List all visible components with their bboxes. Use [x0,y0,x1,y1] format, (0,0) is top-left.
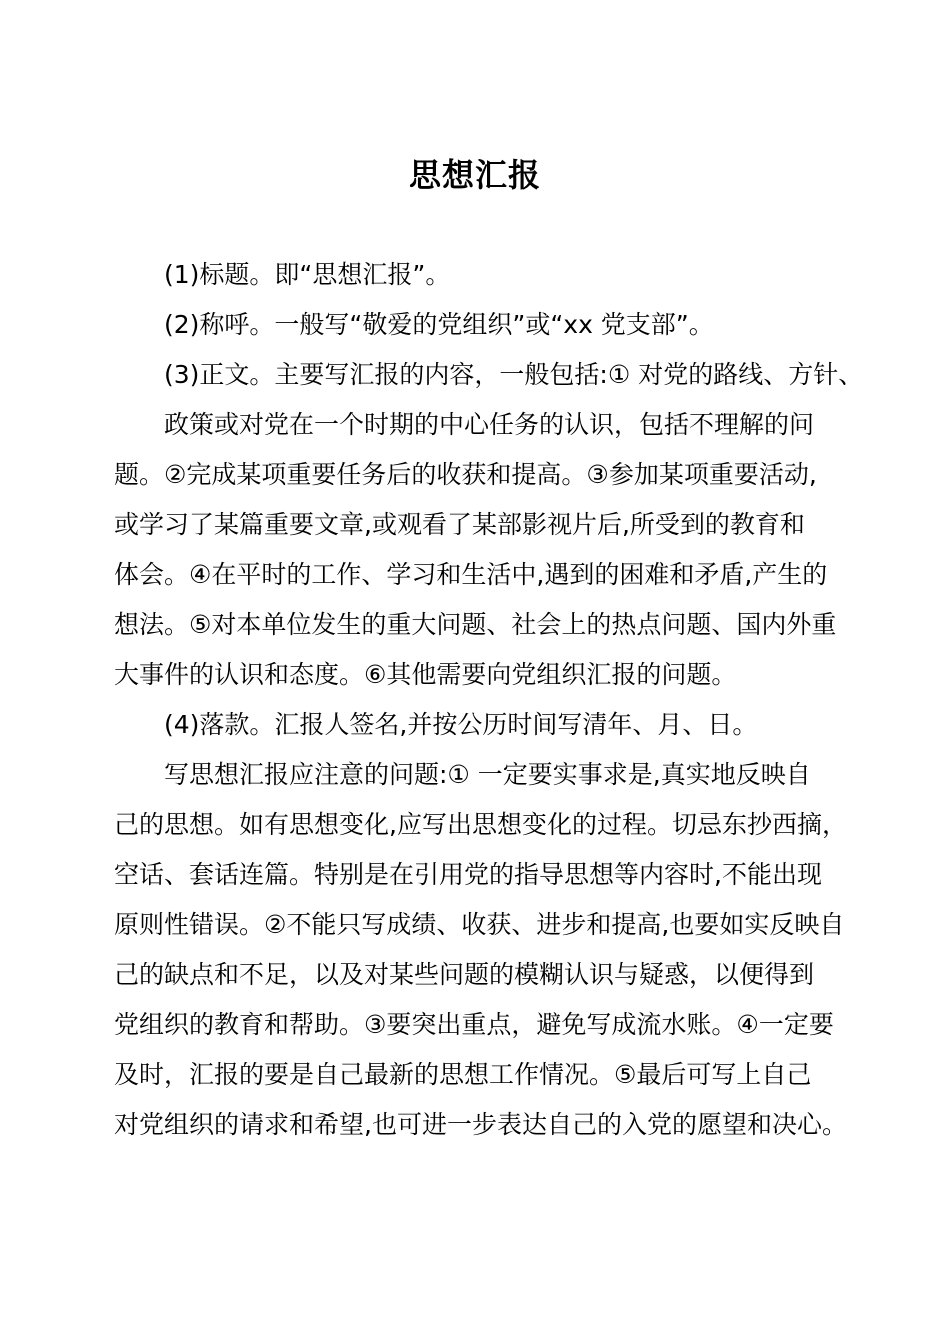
body-line: 原则性错误。②不能只写成绩、收获、进步和提高,也要如实反映自 [114,910,845,939]
body-line: 己的思想。如有思想变化,应写出思想变化的过程。切忌东抄西摘， [114,810,847,839]
body-line: 党组织的教育和帮助。③要突出重点，避免写成流水账。④一定要 [114,1010,834,1039]
document-body [114,250,864,1150]
body-line: 政策或对党在一个时期的中心任务的认识，包括不理解的问 [164,410,815,439]
body-line: 或学习了某篇重要文章,或观看了某部影视片后,所受到的教育和 [114,510,805,539]
body-line: 体会。④在平时的工作、学习和生活中,遇到的困难和矛盾,产生的 [114,560,828,589]
document-title: 思想汇报 [408,156,541,194]
body-line: 对党组织的请求和希望,也可进一步表达自己的入党的愿望和决心。 [114,1110,847,1139]
body-line: (2)称呼。一般写“敬爱的党组织”或“xx 党支部”。 [164,310,714,339]
body-line: 空话、套话连篇。特别是在引用党的指导思想等内容时,不能出现 [114,860,822,889]
body-line: 想法。⑤对本单位发生的重大问题、社会上的热点问题、国内外重 [114,610,837,639]
body-line: 己的缺点和不足，以及对某些问题的模糊认识与疑惑，以便得到 [114,960,815,989]
body-line: (3)正文。主要写汇报的内容，一般包括:① 对党的路线、方针、 [164,360,864,389]
body-line: 写思想汇报应注意的问题:① 一定要实事求是,真实地反映自 [164,760,811,789]
body-line: 及时，汇报的要是自己最新的思想工作情况。⑤最后可写上自己 [114,1060,812,1089]
body-line: (1)标题。即“思想汇报”。 [164,260,451,289]
body-line: (4)落款。汇报人签名,并按公历时间写清年、月、日。 [164,710,758,739]
body-line: 题。②完成某项重要任务后的收获和提高。③参加某项重要活动, [114,460,817,489]
body-line: 大事件的认识和态度。⑥其他需要向党组织汇报的问题。 [114,660,737,689]
